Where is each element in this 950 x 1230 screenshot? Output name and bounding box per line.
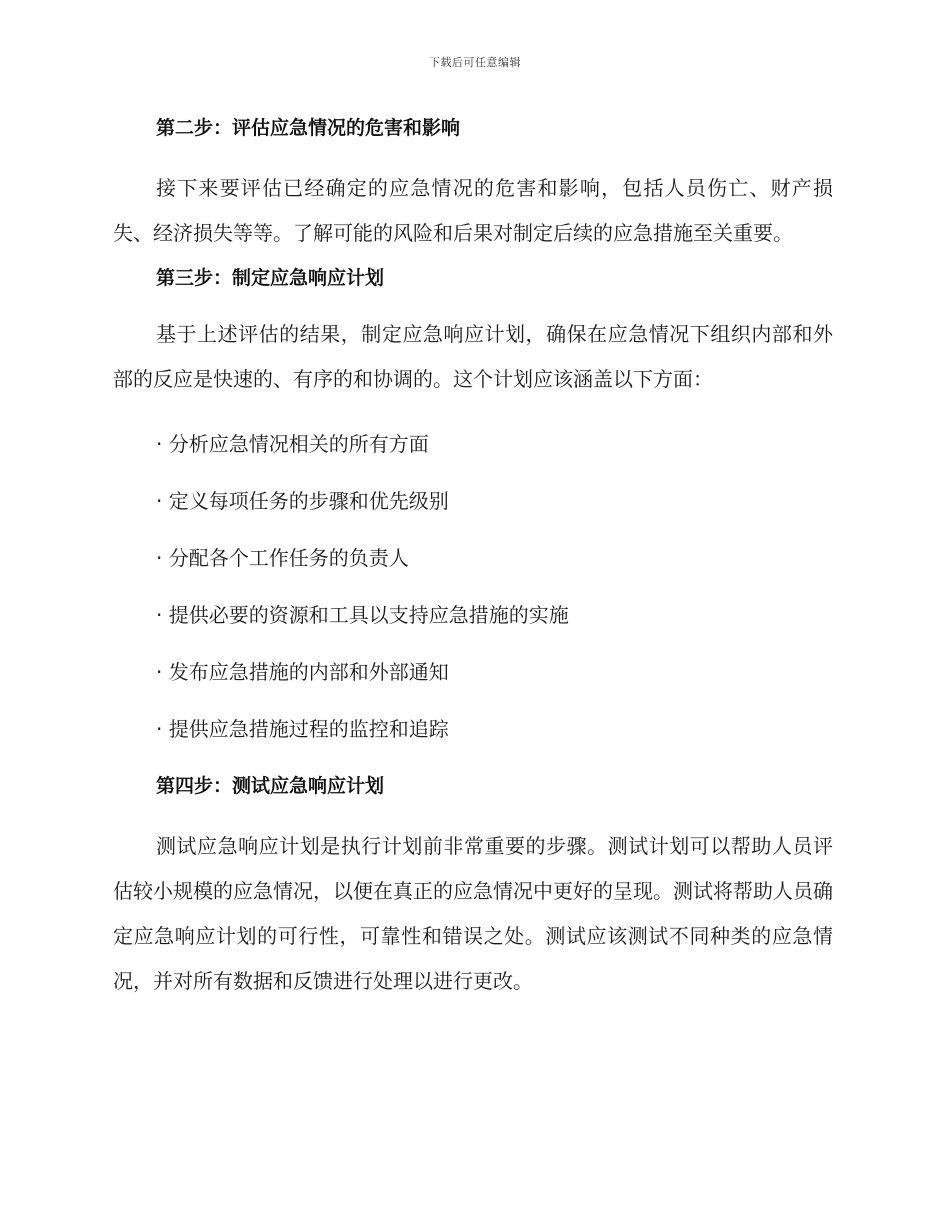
header-note: 下载后可任意编辑 (429, 56, 521, 69)
list-item: · 提供必要的资源和工具以支持应急措施的实施 (156, 603, 569, 627)
step3-paragraph: 基于上述评估的结果，制定应急响应计划，确保在应急情况下组织内部和外部的反应是快速的、有序的和协调的。这个计划应该涵盖以下方面： (113, 322, 833, 391)
step3-heading: 第三步：制定应急响应计划 (156, 267, 385, 289)
step4-paragraph: 测试应急响应计划是执行计划前非常重要的步骤。测试计划可以帮助人员评估较小规模的应急情况，以便在真正的应急情况中更好的呈现。测试将帮助人员确定应急响应计划的可行性，可靠性和错误之处。测试应该测试不同种类的应急情况，并对所有数据和反馈进行处理以进行更改。 (113, 834, 833, 993)
step2-paragraph: 接下来要评估已经确定的应急情况的危害和影响，包括人员伤亡、财产损失、经济损失等等。了解可能的风险和后果对制定后续的应急措施至关重要。 (113, 176, 833, 245)
list-item: · 分配各个工作任务的负责人 (156, 546, 409, 570)
step2-heading: 第二步：评估应急情况的危害和影响 (156, 117, 461, 139)
step4-heading: 第四步：测试应急响应计划 (156, 775, 385, 797)
list-item: · 定义每项任务的步骤和优先级别 (156, 489, 449, 513)
list-item: · 提供应急措施过程的监控和追踪 (156, 717, 449, 741)
document-body (113, 112, 833, 1004)
step3-bullet-list (113, 430, 833, 743)
list-item: · 发布应急措施的内部和外部通知 (156, 660, 449, 684)
list-item: · 分析应急情况相关的所有方面 (156, 432, 429, 456)
